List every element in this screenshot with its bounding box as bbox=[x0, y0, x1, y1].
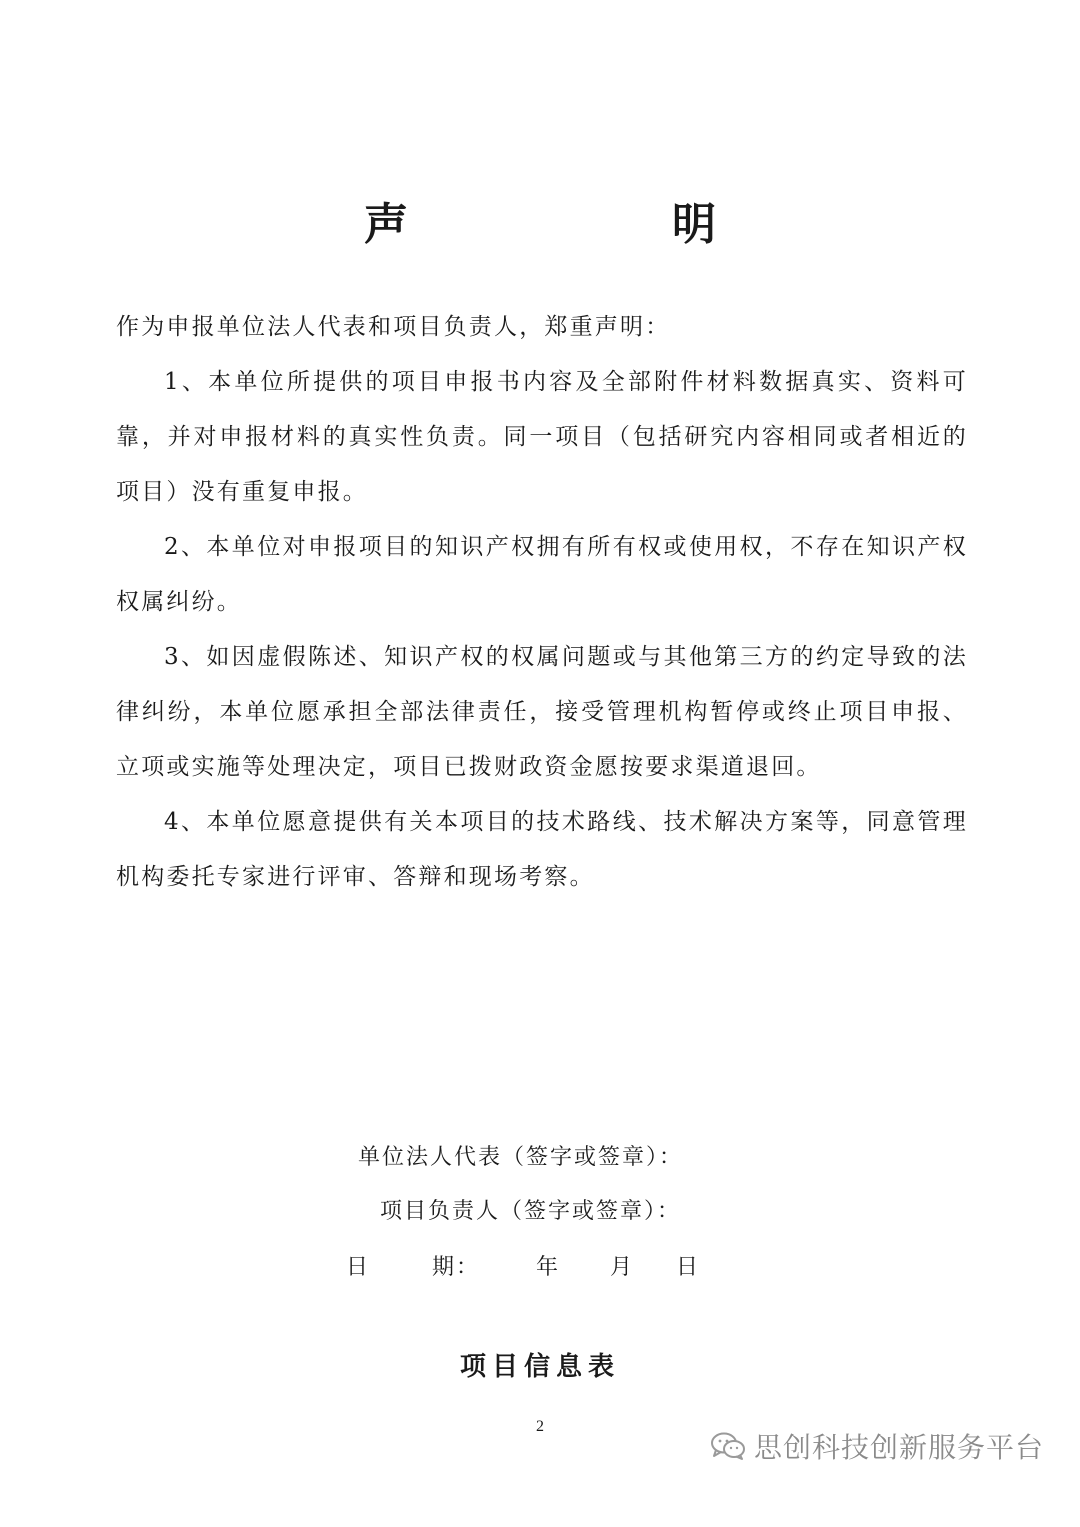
project-lead-signature-line: 项目负责人（签字或签章）： bbox=[380, 1199, 682, 1224]
date-day: 日 bbox=[676, 1255, 701, 1280]
date-month: 月 bbox=[610, 1255, 635, 1280]
date-year: 年 bbox=[536, 1255, 561, 1280]
page-title: 声 明 bbox=[364, 199, 826, 250]
next-section-title: 项目信息表 bbox=[459, 1352, 620, 1382]
date-line bbox=[346, 1250, 706, 1280]
declaration-clause-2: 2、本单位对申报项目的知识产权拥有所有权或使用权，不存在知识产权权属纠纷。 bbox=[116, 534, 968, 615]
wechat-icon bbox=[710, 1431, 746, 1461]
declaration-clause-3: 3、如因虚假陈述、知识产权的权属问题或与其他第三方的约定导致的法律纠纷，本单位愿承担全部法律责任，接受管理机构暂停或终止项目申报、立项或实施等处理决定，项目已拨财政资金愿按要求渠道退回。 bbox=[116, 644, 968, 780]
declaration-body bbox=[116, 300, 968, 905]
legal-rep-signature-line: 单位法人代表（签字或签章）： bbox=[358, 1145, 684, 1170]
watermark-text: 思创科技创新服务平台 bbox=[753, 1431, 1044, 1464]
declaration-clause-1: 1、本单位所提供的项目申报书内容及全部附件材料数据真实、资料可靠，并对申报材料的真实性负责。同一项目（包括研究内容相同或者相近的项目）没有重复申报。 bbox=[116, 369, 968, 505]
date-label-char-2: 期： bbox=[432, 1255, 481, 1280]
watermark bbox=[710, 1426, 1044, 1466]
page-number: 2 bbox=[536, 1418, 544, 1435]
declaration-intro: 作为申报单位法人代表和项目负责人，郑重声明： bbox=[116, 314, 671, 340]
date-label-char-1: 日 bbox=[346, 1255, 371, 1280]
declaration-clause-4: 4、本单位愿意提供有关本项目的技术路线、技术解决方案等，同意管理机构委托专家进行评审、答辩和现场考察。 bbox=[116, 809, 968, 890]
